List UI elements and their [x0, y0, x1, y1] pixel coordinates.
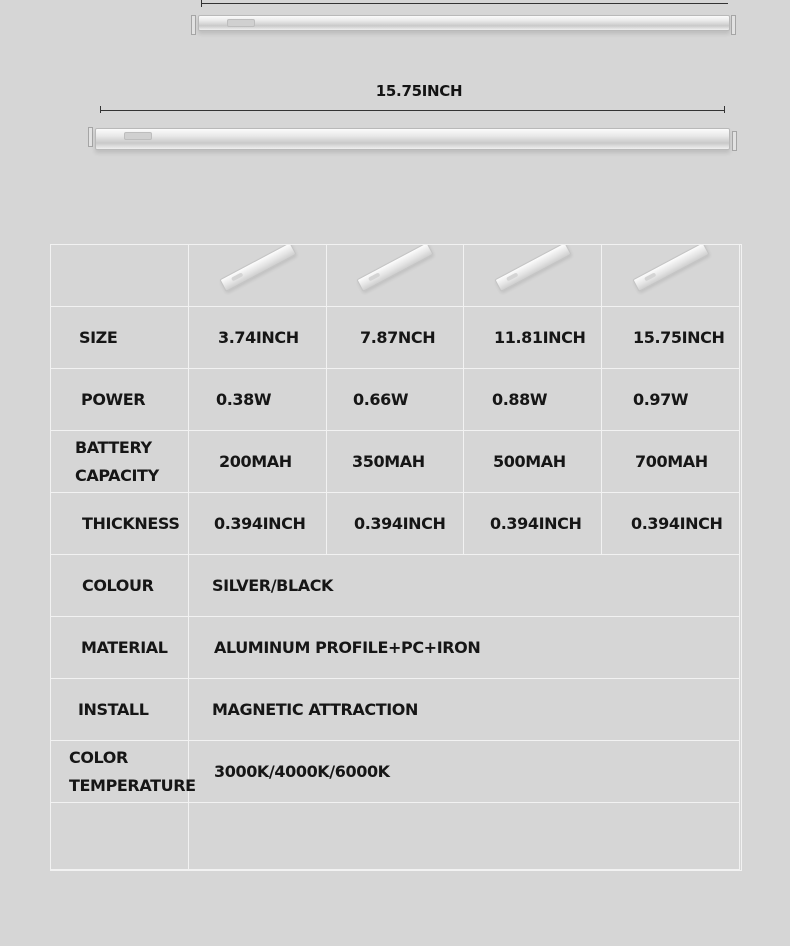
battery-value: 350MAH	[327, 431, 464, 493]
color-temperature-value: 3000K/4000K/6000K	[189, 741, 740, 803]
size-value: 7.87NCH	[327, 307, 464, 369]
size-value: 11.81INCH	[464, 307, 602, 369]
header-image-cell	[189, 245, 327, 307]
header-image-cell	[602, 245, 740, 307]
light-bar-icon	[494, 245, 571, 291]
colour-value: SILVER/BLACK	[189, 555, 740, 617]
power-value: 0.66W	[327, 369, 464, 431]
thickness-value: 0.394INCH	[464, 493, 602, 555]
light-bar-icon	[632, 245, 709, 291]
power-value: 0.97W	[602, 369, 740, 431]
dimension-label: 15.75INCH	[375, 82, 463, 100]
row-label-color-temperature: COLOR TEMPERATURE	[51, 741, 189, 803]
spec-table	[50, 244, 742, 871]
header-blank-cell	[51, 245, 189, 307]
battery-value: 700MAH	[602, 431, 740, 493]
empty-label-cell	[51, 803, 189, 870]
battery-value: 500MAH	[464, 431, 602, 493]
row-label-thickness: THICKNESS	[51, 493, 189, 555]
row-label-size: SIZE	[51, 307, 189, 369]
thickness-value: 0.394INCH	[602, 493, 740, 555]
power-value: 0.88W	[464, 369, 602, 431]
power-value: 0.38W	[189, 369, 327, 431]
light-bar-icon	[219, 245, 296, 291]
thickness-value: 0.394INCH	[189, 493, 327, 555]
empty-value-cell	[189, 803, 740, 870]
install-value: MAGNETIC ATTRACTION	[189, 679, 740, 741]
header-image-cell	[464, 245, 602, 307]
size-value: 15.75INCH	[602, 307, 740, 369]
battery-value: 200MAH	[189, 431, 327, 493]
row-label-power: POWER	[51, 369, 189, 431]
row-label-battery-capacity: BATTERY CAPACITY	[51, 431, 189, 493]
row-label-material: MATERIAL	[51, 617, 189, 679]
thickness-value: 0.394INCH	[327, 493, 464, 555]
row-label-colour: COLOUR	[51, 555, 189, 617]
light-bar-icon	[356, 245, 433, 291]
material-value: ALUMINUM PROFILE+PC+IRON	[189, 617, 740, 679]
size-value: 3.74INCH	[189, 307, 327, 369]
header-image-cell	[327, 245, 464, 307]
row-label-install: INSTALL	[51, 679, 189, 741]
